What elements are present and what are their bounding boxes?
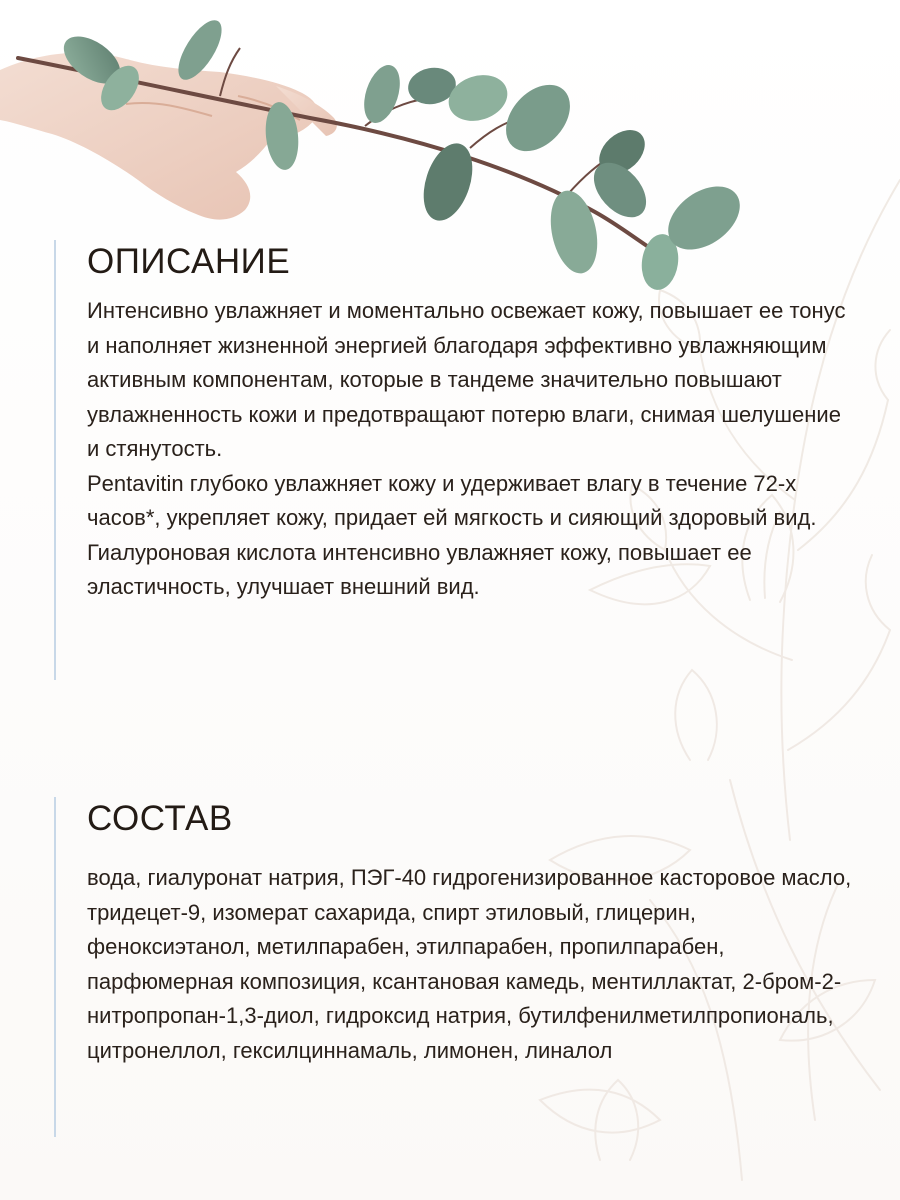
description-paragraph-2: Pentavitin глубоко увлажняет кожу и удерживает влагу в течение 72-х часов*, укрепляет кожу, придает ей мягкость и сияющий здоровый вид. Гиалуроновая кислота интенсивно увлажняет кожу, повышает ее эластичность, улучшает внешний вид. bbox=[87, 470, 817, 599]
composition-section bbox=[54, 797, 854, 1068]
description-paragraph-1: Интенсивно увлажняет и моментально освежает кожу, повышает ее тонус и наполняет жизненной энергией благодаря эффективно увлажняющим активным компонентам, которые в тандеме значительно повышают увлажненность кожи и предотвращают потерю влаги, снимая шелушение и стянутость. bbox=[87, 298, 846, 461]
composition-title: СОСТАВ bbox=[87, 799, 233, 838]
ingredients-list: вода, гиалуронат натрия, ПЭГ-40 гидрогенизированное касторовое масло, тридецет-9, изомерат сахарида, спирт этиловый, глицерин, феноксиэтанол, метилпарабен, этилпарабен, пропилпарабен, парфюмерная композиция, ксантановая камедь, ментиллактат, 2-бром-2-нитропропан-1,3-диол, гидроксид натрия, бутилфенилметилпропиональ, цитронеллол, гексилциннамаль, лимонен, линалол bbox=[87, 865, 852, 1063]
section-divider-line bbox=[54, 797, 56, 1137]
description-section bbox=[54, 240, 854, 605]
description-body bbox=[87, 294, 857, 605]
section-divider-line bbox=[54, 240, 56, 680]
composition-body bbox=[87, 861, 857, 1068]
hand-icon bbox=[0, 53, 337, 220]
description-title: ОПИСАНИЕ bbox=[87, 242, 291, 281]
